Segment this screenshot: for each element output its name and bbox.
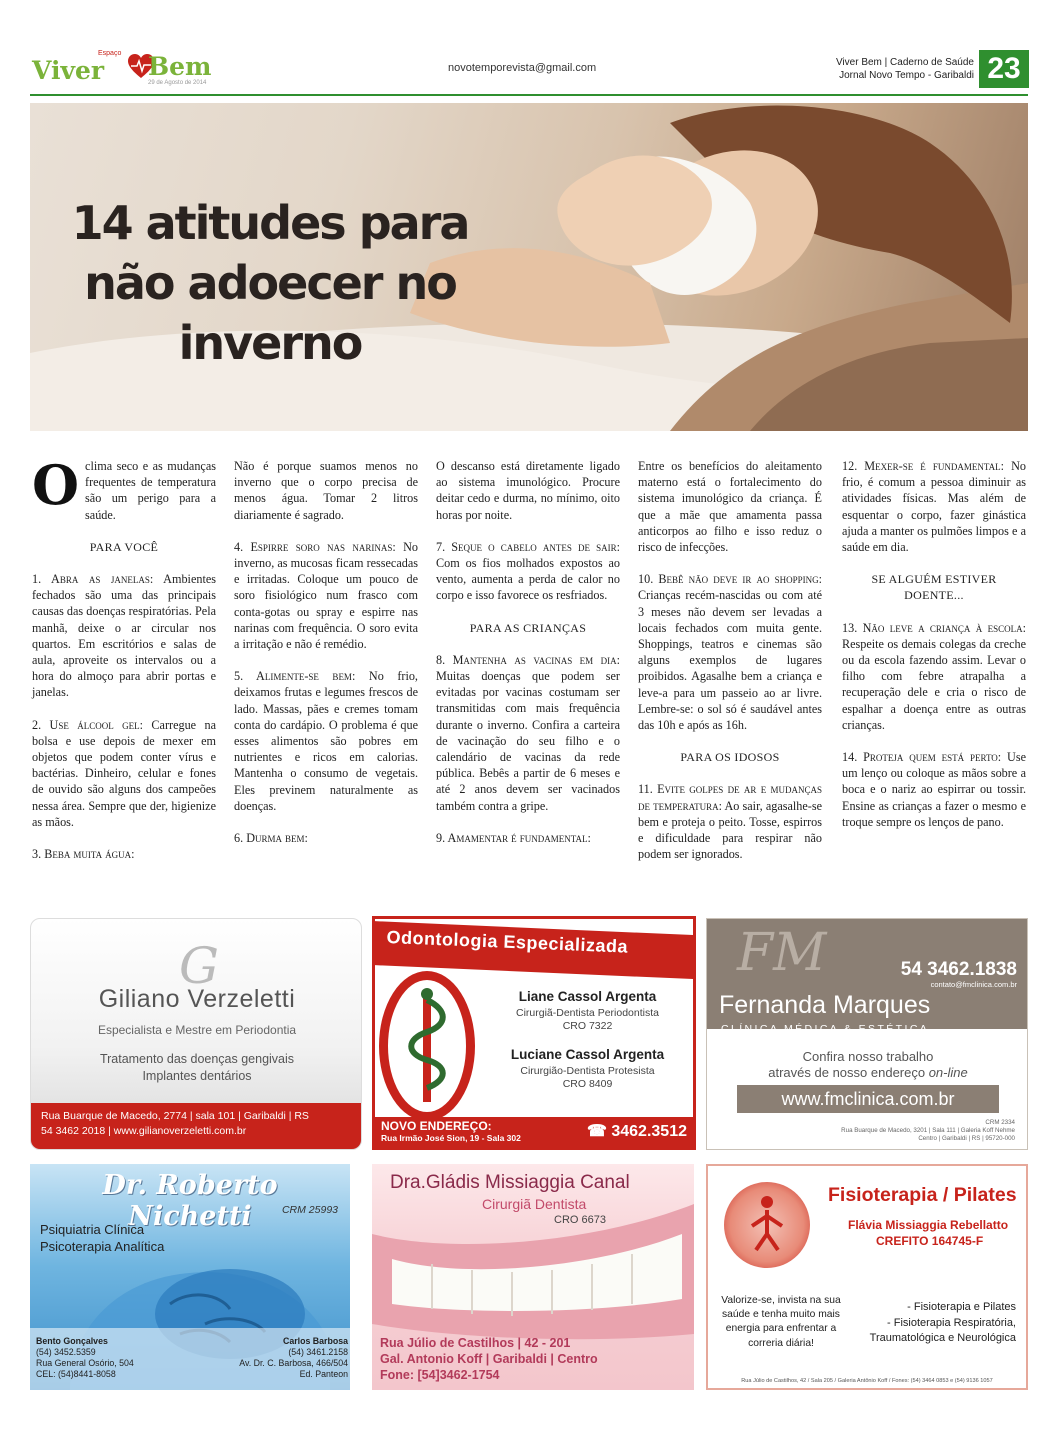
- tip-4-body: No inverno, as mucosas ficam ressecadas e irritadas. Coloque um pouco de soro fisiológico num frasco com conta-gotas ou spray e espirre nas narinas com frequência. O soro evita a irritação e não é remédio.: [234, 539, 418, 652]
- fernanda-city: Centro | Garibaldi | RS | 95720-000: [918, 1135, 1015, 1142]
- tip-4: [234, 539, 418, 652]
- ad-gladis-missiaggia[interactable]: [372, 1164, 694, 1390]
- viver-bem-logo: [32, 50, 222, 96]
- caduceus-icon: [388, 980, 466, 1112]
- giliano-address: Rua Buarque de Macedo, 2774 | sala 101 | Garibaldi | RS: [41, 1110, 309, 1122]
- roberto-office-bento-name: Bento Gonçalves: [36, 1336, 108, 1346]
- roberto-office-carlos-name: Carlos Barbosa: [282, 1336, 348, 1346]
- tip-7: [436, 539, 620, 604]
- logo-word-bem: Bem: [148, 52, 212, 81]
- ad-fisioterapia-pilates[interactable]: [706, 1164, 1028, 1390]
- ad-fernanda-marques[interactable]: [706, 918, 1028, 1150]
- ad-odontologia-especializada[interactable]: [372, 916, 696, 1150]
- tip-11-body: Ao sair, agasalhe-se bem e proteja o peito. Tosse, espirros e dificuldade para respirar não podem ser ignorados.: [638, 798, 822, 862]
- tip-10-title: 10. Bebê não deve ir ao shopping:: [638, 572, 822, 587]
- tip-9-title: 9. Amamentar é fundamental:: [436, 830, 591, 845]
- tip-3-title: 3. Beba muita água:: [32, 847, 135, 862]
- roberto-office-carlos: [218, 1336, 348, 1380]
- subheading-para-as-criancas: PARA AS CRIANÇAS: [469, 620, 587, 635]
- fisio-slogan: [716, 1294, 846, 1351]
- article-column-1: [32, 453, 216, 864]
- header-email[interactable]: novotemporevista@gmail.com: [448, 62, 597, 74]
- tip-11-title: 11. Evite golpes de ar e mudanças de temperatura:: [638, 782, 822, 813]
- tip-5-title: 5. Alimente-se bem:: [234, 669, 356, 684]
- fisio-slogan-4: correria diária!: [748, 1337, 814, 1349]
- intro-paragraph: [32, 453, 216, 523]
- tip-1-title: 1. Abra as janelas:: [32, 572, 154, 587]
- tip-3-start: [32, 846, 216, 862]
- subheading-para-os-idosos: PARA OS IDOSOS: [680, 750, 780, 765]
- gladis-phone[interactable]: Fone: [54]3462-1754: [380, 1368, 500, 1382]
- tip-10: [638, 571, 822, 733]
- odonto-new-address-label: NOVO ENDEREÇO:: [381, 1119, 492, 1133]
- odonto-banner-text: Odontologia Especializada: [386, 927, 629, 957]
- tip-2: [32, 717, 216, 830]
- tip-13-title: 13. Não leve a criança à escola:: [842, 620, 1026, 635]
- fernanda-monogram: FM: [737, 923, 827, 983]
- tip-12-title: 12. Mexer-se é fundamental:: [842, 459, 1005, 473]
- title-line-3: inverno: [178, 316, 362, 370]
- article-column-2: [234, 458, 418, 848]
- section-line-1: Viver Bem | Caderno de Saúde: [835, 57, 974, 68]
- logo-small-text: Espaço: [98, 50, 122, 57]
- ad-roberto-nichetti[interactable]: [30, 1164, 350, 1390]
- title-line-1: 14 atitudes para: [71, 196, 469, 250]
- fernanda-crm: CRM 2334: [985, 1119, 1015, 1126]
- fernanda-tagline-2-text: através de nosso endereço: [768, 1065, 929, 1080]
- tip-6-title: 6. Durma bem:: [234, 831, 308, 846]
- odonto-dentist-1-name: Liane Cassol Argenta: [518, 989, 657, 1004]
- tip-9-start: [436, 830, 620, 846]
- tip-13: [842, 620, 1026, 733]
- subheading-para-voce: PARA VOCÊ: [89, 539, 159, 554]
- tip-14-title: 14. Proteja quem está perto:: [842, 750, 1002, 765]
- section-line-2: Jornal Novo Tempo - Garibaldi: [839, 70, 974, 81]
- tip-9: [638, 458, 822, 555]
- odonto-dentist-2-role: Cirurgião-Dentista Protesista: [520, 1065, 655, 1077]
- tip-14: [842, 749, 1026, 830]
- fisio-service-3: Traumatológica e Neurológica: [869, 1332, 1016, 1344]
- fisio-slogan-1: Valorize-se, invista na sua: [721, 1295, 841, 1306]
- fisio-slogan-3: energia para enfrentar a: [725, 1323, 837, 1335]
- tip-6: [436, 458, 620, 523]
- odonto-logo: [379, 971, 475, 1121]
- tip-3-body: Não é porque suamos menos no inverno que o corpo precisa de menos água. Tomar 2 litros diariamente é sagrado.: [234, 459, 418, 522]
- person-stretch-icon: [724, 1182, 810, 1268]
- fernanda-subtitle: CLÍNICA MÉDICA & ESTÉTICA: [721, 1023, 930, 1035]
- giliano-services: [31, 1051, 362, 1085]
- header-divider: [30, 94, 1028, 96]
- roberto-name: Dr. Roberto Nichetti: [102, 1170, 278, 1232]
- hero-image: [30, 103, 1028, 431]
- odonto-phone-number: 3462.3512: [611, 1123, 687, 1140]
- tip-7-title: 7. Seque o cabelo antes de sair:: [436, 539, 620, 554]
- roberto-office-carlos-phone[interactable]: (54) 3461.2158: [288, 1347, 348, 1357]
- fisio-service-1: - Fisioterapia e Pilates: [907, 1301, 1016, 1313]
- article-column-4: [638, 458, 822, 878]
- subheading-se-alguem-estiver-doente: SE ALGUÉM ESTIVER DOENTE...: [871, 572, 997, 603]
- odonto-footer: [375, 1117, 693, 1147]
- fisio-crefito: CREFITO 164745-F: [876, 1234, 984, 1248]
- roberto-specialty-2: Psicoterapia Analítica: [40, 1239, 165, 1254]
- odonto-dentist-1-cro: CRO 7322: [562, 1020, 613, 1032]
- tip-9-body: Entre os benefícios do aleitamento materno está o fortalecimento do sistema imunológico da criança. É que a mãe que amamenta passa anticorpos ao filho e isso reduz o risco de infecções.: [638, 459, 822, 555]
- fernanda-website[interactable]: www.fmclinica.com.br: [737, 1085, 999, 1113]
- roberto-office-bento: [36, 1336, 166, 1380]
- phone-icon: ☎: [586, 1123, 612, 1140]
- giliano-name: Giliano Verzeletti: [98, 985, 296, 1013]
- tip-14-body: Use um lenço ou coloque as mãos sobre a boca e o nariz ao espirrar ou tossir. Ensine as crianças a fazer o mesmo e troque sempre os lenços de pano.: [842, 750, 1026, 829]
- page-header: [0, 0, 1058, 100]
- roberto-crm: CRM 25993: [281, 1204, 338, 1216]
- tip-6-body: O descanso está diretamente ligado ao sistema imunológico. Procure deitar cedo e durma, no mínimo, oito horas por noite.: [436, 459, 620, 522]
- fisio-title: Fisioterapia / Pilates: [828, 1184, 1017, 1206]
- tip-6-start: [234, 830, 418, 846]
- giliano-service-1: Tratamento das doenças gengivais: [99, 1052, 295, 1066]
- title-line-2: não adoecer no: [84, 256, 456, 310]
- tip-1: [32, 571, 216, 701]
- roberto-office-bento-phone[interactable]: (54) 3452.5359: [36, 1347, 96, 1357]
- odonto-dentist-2-name: Luciane Cassol Argenta: [510, 1047, 665, 1062]
- fernanda-email[interactable]: contato@fmclinica.com.br: [930, 980, 1017, 989]
- tip-1-body: Ambientes fechados são uma das principais causas das doenças respiratórias. Pela manhã, deixe o ar circular nos quartos. Em escritórios e salas de aula, aproveite os intervalos ou a hora do almoço para abrir portas e janelas.: [32, 572, 216, 700]
- logo-word-viver: Viver: [32, 56, 105, 85]
- page-number: 23: [979, 50, 1029, 88]
- odonto-address: Rua Irmão José Sion, 19 - Sala 302: [381, 1133, 521, 1143]
- logo-date: 29 de Agosto de 2014: [148, 80, 207, 86]
- tip-7-body: Com os fios molhados expostos ao vento, aumenta a perda de calor no corpo e isso favorece os resfriados.: [436, 556, 620, 603]
- fisio-footer: Rua Júlio de Castilhos, 42 / Sala 205 / Galeria Antônio Koff / Fones: (54) 3464 0853 e (54) 9136 1057: [741, 1378, 993, 1384]
- article-column-3: [436, 458, 620, 848]
- gladis-address-1: Rua Júlio de Castilhos | 42 - 201: [380, 1336, 571, 1350]
- drop-cap: O: [32, 453, 80, 517]
- tip-5: [234, 668, 418, 814]
- fernanda-address-block: [841, 1119, 1015, 1143]
- giliano-specialty: Especialista e Mestre em Periodontia: [97, 1023, 297, 1037]
- tip-2-title: 2. Use álcool gel:: [32, 717, 144, 732]
- ad-giliano-verzeletti[interactable]: [30, 918, 362, 1150]
- fisio-logo: [724, 1182, 810, 1268]
- article-column-5: [842, 458, 1026, 846]
- tip-12-body: No frio, é comum a pessoa diminuir as atividades físicas. Mas além de esquentar o corpo, fazer ginástica ajuda a manter os pulmões limpos e a saúde em dia.: [842, 459, 1026, 555]
- roberto-office-bento-address: Rua General Osório, 504: [36, 1358, 134, 1368]
- tip-11: [638, 781, 822, 862]
- odonto-dentist-2-cro: CRO 8409: [562, 1078, 613, 1090]
- odonto-dentist-1-role: Cirurgiã-Dentista Periodontista: [516, 1007, 659, 1019]
- fernanda-address: Rua Buarque de Macedo, 3201 | Sala 111 | Galeria Koff Nehme: [841, 1127, 1015, 1134]
- giliano-footer: [31, 1103, 362, 1149]
- giliano-contact[interactable]: 54 3462 2018 | www.gilianoverzeletti.com.br: [41, 1125, 247, 1137]
- tip-8-body: Muitas doenças que podem ser evitadas por vacinas costumam ser transmitidas com mais frequência durante o inverno. Confira a carteira de vacinação do seu filho e o calendário de vacinas da rede pública. Bebês a partir de 6 meses e até 2 anos devem ser vacinados também contra a gripe.: [436, 669, 620, 813]
- fernanda-phone[interactable]: 54 3462.1838: [900, 959, 1017, 980]
- tip-8: [436, 652, 620, 814]
- fisio-services: [870, 1300, 1016, 1347]
- fisio-slogan-2: saúde e tenha muito mais: [722, 1309, 840, 1321]
- tip-3: [234, 458, 418, 523]
- tip-2-body: Carregue na bolsa e use depois de mexer em objetos que podem conter vírus e bactérias. Dinheiro, celular e fones de ouvido são alguns dos campeões nessa área. Sempre que der, higienize as mãos.: [32, 717, 216, 829]
- roberto-specialty-1: Psiquiatria Clínica: [40, 1222, 145, 1237]
- section-info: [836, 56, 974, 82]
- gladis-role: Cirurgiã Dentista: [482, 1196, 587, 1212]
- fisio-service-2: - Fisioterapia Respiratória,: [887, 1316, 1016, 1329]
- article-body: [32, 453, 1026, 900]
- fernanda-tagline-2-online: on-line: [928, 1065, 968, 1080]
- giliano-service-2: Implantes dentários: [142, 1069, 252, 1083]
- fernanda-tagline-2: [707, 1065, 1028, 1080]
- tip-10-body: Crianças recém-nascidas ou com até 3 meses não devem ser levadas a locais fechados com muita gente. Shoppings, teatros e cinemas são alguns exemplos de lugares proibidos. Agasalhe bem a criança e leve-a para um passeio ao ar livre. Lembre-se: o sol só é saudável antes das 10h e após as 16h.: [638, 588, 822, 733]
- tip-12: [842, 458, 1026, 555]
- odonto-phone[interactable]: [587, 1121, 687, 1141]
- intro-text: clima seco e as mudanças frequentes de temperatura são um perigo para a saúde.: [85, 459, 216, 522]
- odonto-dentist-1-info: [485, 1007, 690, 1033]
- fernanda-tagline-1: Confira nosso trabalho: [802, 1049, 934, 1064]
- tip-8-title: 8. Mantenha as vacinas em dia:: [436, 652, 620, 667]
- article-title: [60, 193, 480, 373]
- roberto-office-carlos-building: Ed. Panteon: [299, 1369, 348, 1379]
- giliano-monogram: G: [179, 937, 219, 995]
- gladis-name: Dra.Gládis Missiaggia Canal: [390, 1172, 630, 1193]
- tip-4-title: 4. Espirre soro nas narinas:: [234, 539, 396, 554]
- gladis-cro: CRO 6673: [554, 1214, 606, 1226]
- tip-13-body: Respeite os demais colegas da creche ou da escola fazendo assim. Levar o filho com febre atrapalha a recuperação dele e cria o risco de espalhar a doença entre as outras crianças.: [842, 636, 1026, 732]
- tip-5-body: No frio, deixamos frutas e legumes frescos de lado. Massas, pães e cremes tomam conta do cardápio. O problema é que esses alimentos são pobres em nutrientes e ricos em calorias. Mantenha o consumo de vegetais. Eles previnem naturalmente as doenças.: [234, 669, 418, 813]
- roberto-office-carlos-address: Av. Dr. C. Barbosa, 466/504: [239, 1358, 348, 1368]
- roberto-office-bento-cel[interactable]: CEL: (54)8441-8058: [36, 1369, 116, 1379]
- fisio-person: Flávia Missiaggia Rebellatto: [848, 1218, 1009, 1232]
- gladis-address-2: Gal. Antonio Koff | Garibaldi | Centro: [380, 1352, 598, 1366]
- fernanda-name: Fernanda Marques: [719, 991, 931, 1019]
- odonto-dentist-2-info: [485, 1065, 690, 1091]
